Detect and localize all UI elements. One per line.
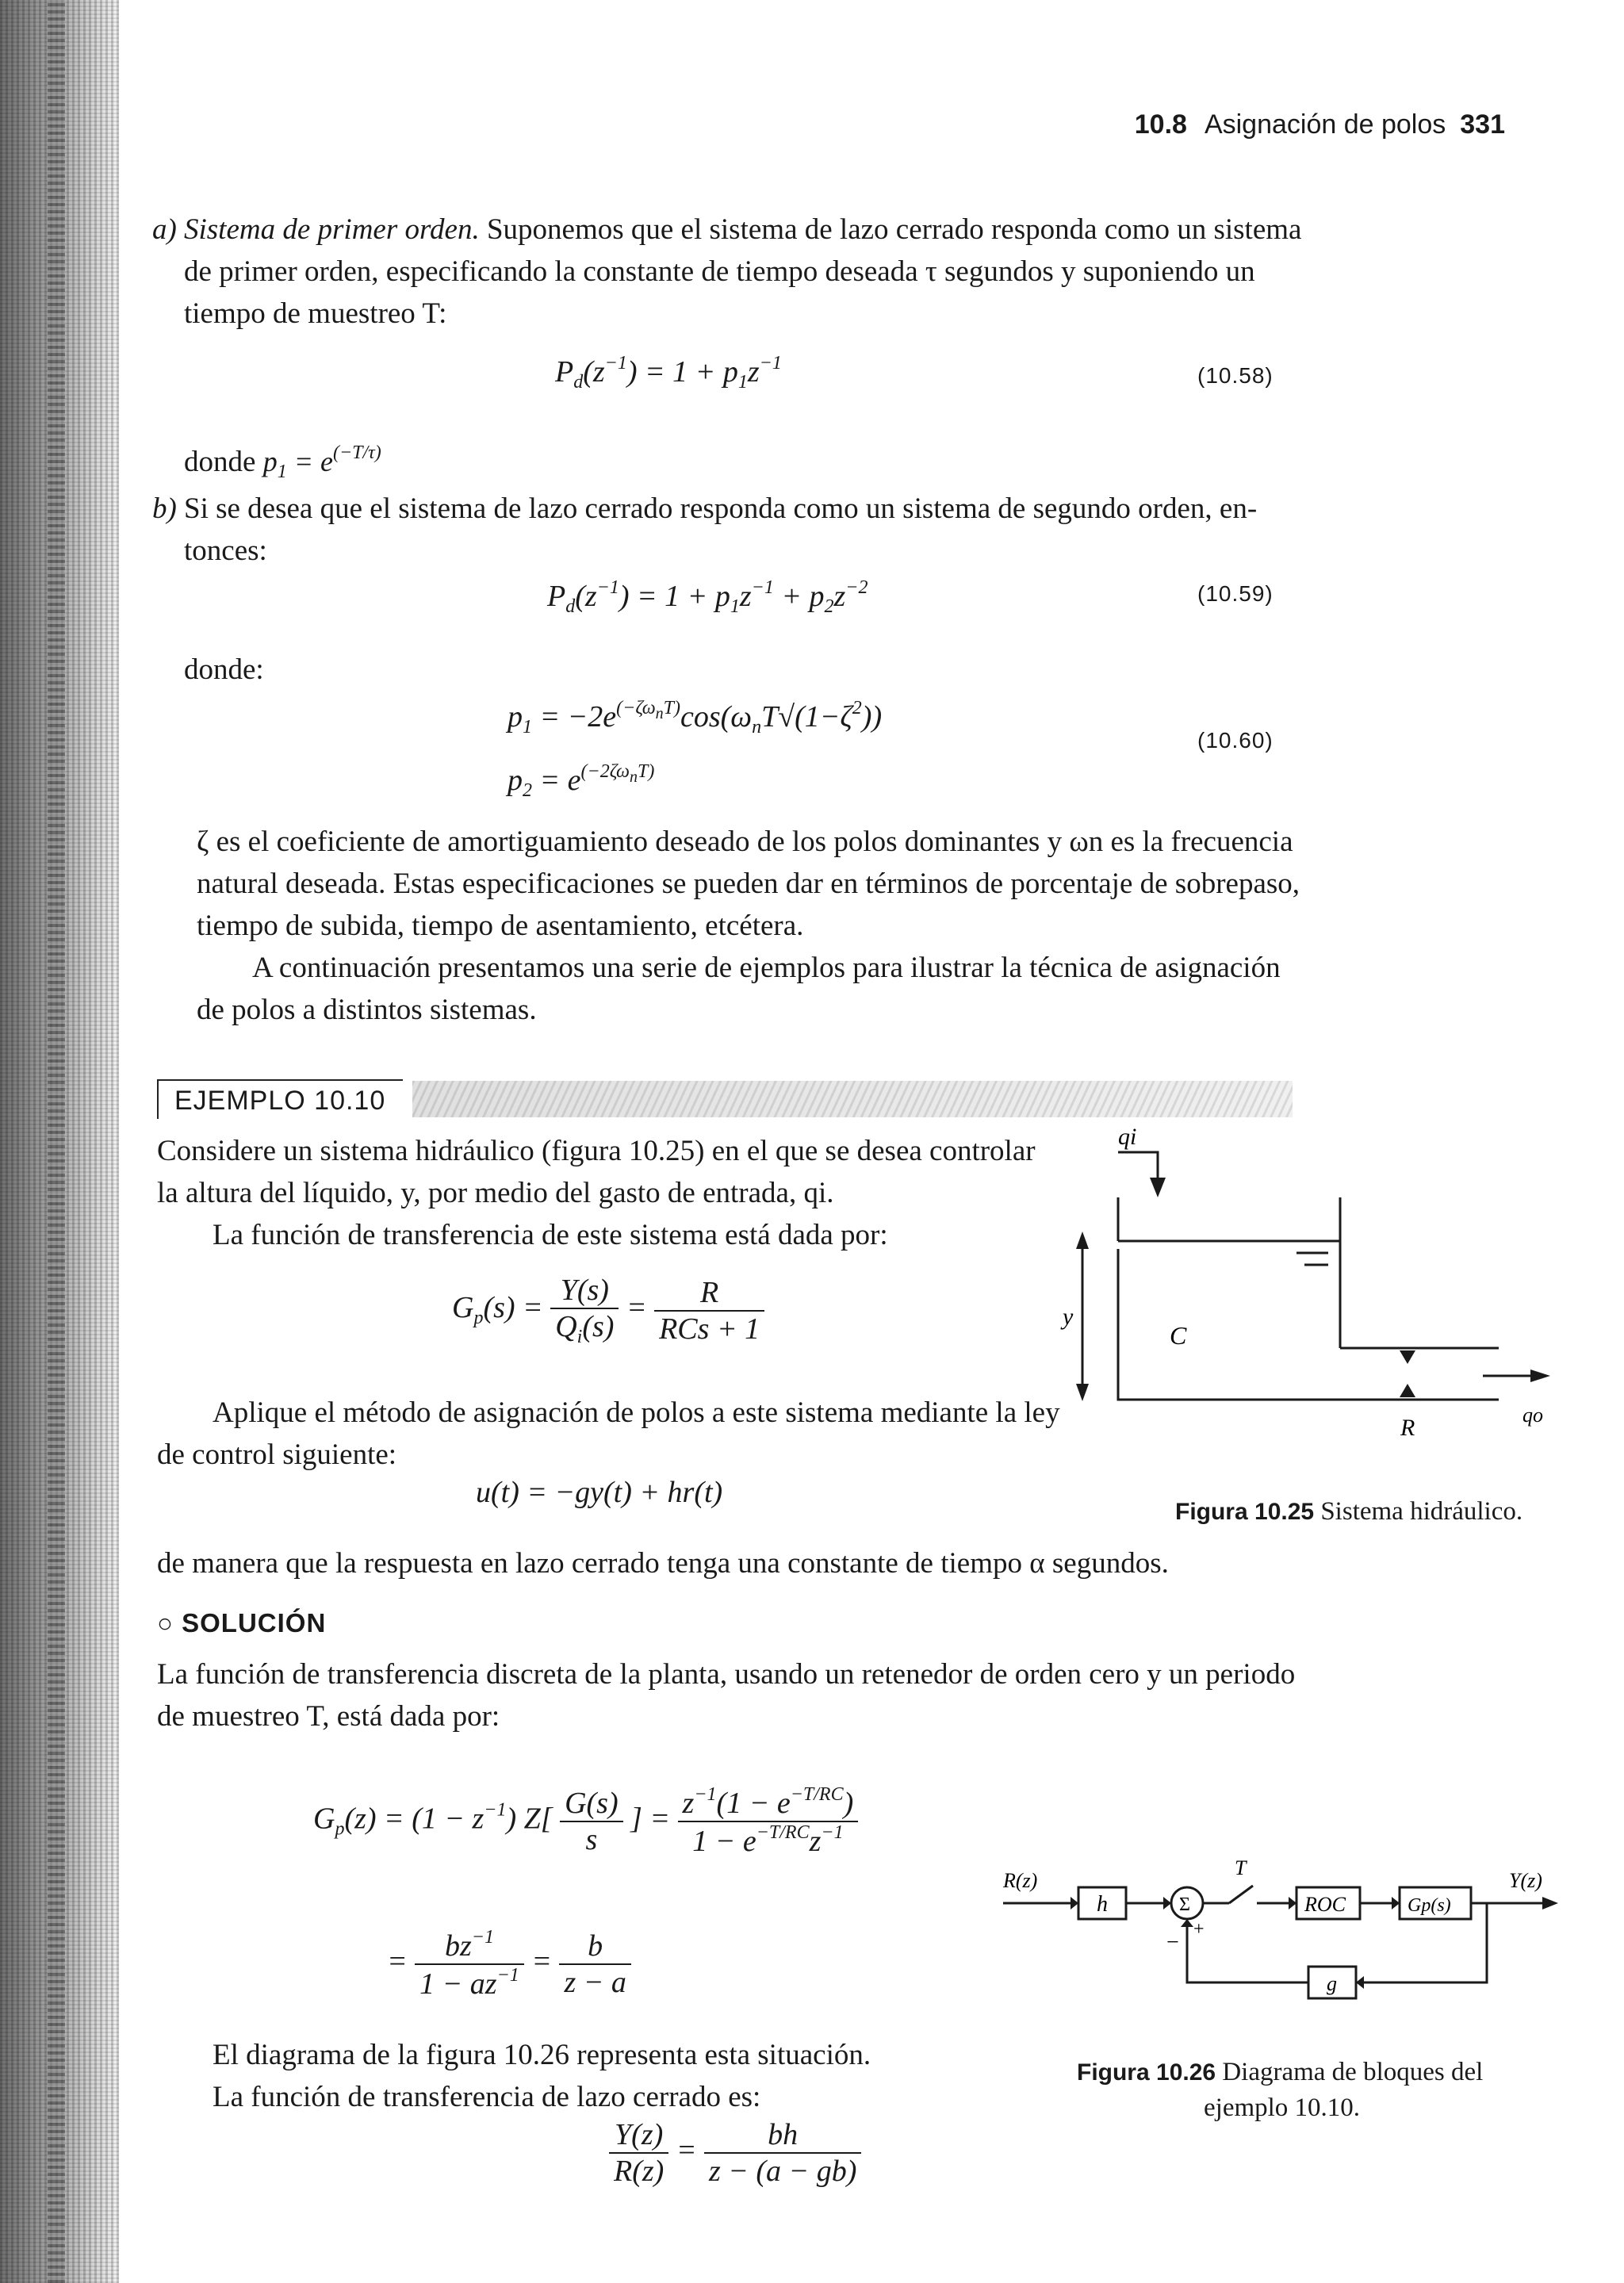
label-sigma: Σ	[1179, 1894, 1190, 1915]
example-line4: Aplique el método de asignación de polos a este sistema mediante la ley	[213, 1396, 1060, 1429]
item-a-where: donde $p_1 = e^{(-T/\tau)}$	[184, 442, 381, 482]
page-number: 331	[1460, 109, 1505, 140]
equation-gp-z: $G_p(z) = (1 - z^{-1})$ Z[ $\frac{G(s)}{s}$ ] = $\frac{z^{-1}(1 - e^{-T/RC})}{1 - e^{-T/RC}z^{-1}}$	[313, 1784, 858, 1859]
arrow-out-y	[1542, 1897, 1558, 1910]
frac-zoh-result: $\frac{z^{-1}(1 - e^{-T/RC})}{1 - e^{-T/RC}z^{-1}}$	[678, 1784, 859, 1859]
figure-10-25-label: Figura 10.25	[1175, 1499, 1315, 1525]
y-arrow-up	[1076, 1232, 1089, 1249]
frac-b-over-z-a: $\frac{b}{z - a}$	[559, 1929, 630, 2000]
equation-10-60-p1: $p_1 = -2e^{(-\zeta\omega_nT)}\cos(\omega_nT√(1-\zeta^2))$	[508, 698, 883, 737]
example-label-bar	[157, 1079, 159, 1119]
item-a-marker: a)	[152, 213, 177, 246]
y-arrow-down	[1076, 1384, 1089, 1401]
label-minus: −	[1166, 1930, 1179, 1955]
equation-gp-s: $G_p(s)$ = $\frac{Y(s)}{Q_i(s)}$ = $\frac{R}{\text{RCs + 1}}$	[452, 1273, 764, 1348]
solution-heading: ○ SOLUCIÓN	[157, 1608, 327, 1638]
solution-line3: El diagrama de la figura 10.26 representa esta situación.	[213, 2039, 871, 2071]
frac-r-over-rcs: $\frac{R}{\text{RCs + 1}}$	[654, 1275, 764, 1346]
example-texture-band	[412, 1081, 1293, 1117]
item-a-line2: de primer orden, especificando la constante de tiempo deseada τ segundos y suponiendo un	[184, 255, 1255, 288]
eq-number-10-60: (10.60)	[1197, 728, 1274, 753]
label-plus: +	[1193, 1919, 1205, 1940]
equation-closed-loop: $\frac{Y(z)}{R(z)}$ = $\frac{bh}{z - (a - gb)}$	[609, 2117, 861, 2189]
equation-10-60-p2: $p_2 = e^{(-2\zeta\omega_nT)}$	[508, 761, 655, 801]
item-b-line2: tonces:	[184, 534, 267, 567]
label-R: R	[1400, 1415, 1415, 1441]
example-label: EJEMPLO 10.10	[174, 1086, 386, 1116]
figure-10-25-hydraulic-diagram	[1055, 1122, 1562, 1471]
zeta-line5: de polos a distintos sistemas.	[197, 994, 537, 1026]
example-line1: Considere un sistema hidráulico (figura 10.25) en el que se desea controlar	[157, 1135, 1036, 1167]
section-number: 10.8	[1134, 109, 1187, 140]
label-y: y	[1063, 1304, 1074, 1330]
example-line2: la altura del líquido, y, por medio del gasto de entrada, qi.	[157, 1177, 834, 1209]
example-label-rule	[157, 1079, 403, 1081]
figure-10-26-caption-line1: Figura 10.26 Diagrama de bloques del	[1077, 2058, 1484, 2086]
scan-edge	[0, 0, 119, 2283]
item-a-line1: Sistema de primer orden. Suponemos que el sistema de lazo cerrado responda como un sistema	[184, 213, 1302, 246]
label-Yz: Y(z)	[1509, 1869, 1542, 1892]
tank-left-bottom	[1118, 1249, 1396, 1400]
example-line6: de manera que la respuesta en lazo cerrado tenga una constante de tiempo α segundos.	[157, 1547, 1169, 1580]
example-line3: La función de transferencia de este sistema está dada por:	[213, 1219, 888, 1251]
section-title: Asignación de polos	[1204, 109, 1446, 140]
frac-bh-over-den: $\frac{bh}{z - (a - gb)}$	[704, 2117, 861, 2189]
arrow-feedback-up	[1181, 1919, 1193, 1927]
restriction-top	[1400, 1350, 1415, 1364]
equation-gp-z-simplified: = $\frac{bz^{-1}}{1 - az^{-1}}$ = $\frac{b}{z - a}$	[387, 1927, 631, 2001]
solution-line1: La función de transferencia discreta de la planta, usando un retenedor de orden cero y un periodo	[157, 1658, 1296, 1691]
label-Gp: Gp(s)	[1408, 1895, 1451, 1916]
outflow-arrow-head	[1530, 1369, 1550, 1382]
frac-g-over-s: $\frac{G(s)}{s}$	[560, 1786, 623, 1857]
item-a-line3: tiempo de muestreo T:	[184, 297, 447, 330]
item-b-line1: Si se desea que el sistema de lazo cerrado responda como un sistema de segundo orden, en-	[184, 492, 1258, 525]
frac-y-over-q: $\frac{Y(s)}{Q_i(s)}$	[550, 1273, 619, 1348]
frac-y-over-r: $\frac{Y(z)}{R(z)}$	[609, 2117, 668, 2189]
wire-g-to-sum	[1187, 1927, 1308, 1982]
example-line5: de control siguiente:	[157, 1438, 397, 1471]
label-C: C	[1170, 1321, 1187, 1350]
figure-10-26-caption-line2: ejemplo 10.10.	[1204, 2093, 1361, 2122]
inflow-pipe	[1118, 1152, 1158, 1170]
figure-10-26-label: Figura 10.26	[1077, 2059, 1216, 2086]
item-a-title: Sistema de primer orden.	[184, 213, 480, 246]
zeta-line3: tiempo de subida, tiempo de asentamiento, etcétera.	[197, 910, 804, 942]
label-qi: qi	[1118, 1124, 1137, 1150]
figure-10-25-caption: Figura 10.25 Sistema hidráulico.	[1175, 1497, 1523, 1526]
zeta-line4: A continuación presentamos una serie de ejemplos para ilustrar la técnica de asignación	[252, 952, 1281, 984]
sampler-switch	[1229, 1886, 1253, 1903]
example-label-box	[157, 1079, 411, 1119]
equation-10-59: $P_d(z^{-1}) = 1 + p_1z^{-1} + p_2z^{-2}$	[547, 577, 868, 617]
label-Rz: R(z)	[1003, 1869, 1038, 1892]
label-h: h	[1097, 1892, 1108, 1917]
equation-control-law: u(t) = −gy(t) + hr(t)	[476, 1476, 723, 1509]
scan-edge-dark	[48, 0, 65, 2283]
figure-10-26-block-diagram	[995, 1856, 1566, 2038]
label-qo: qo	[1522, 1404, 1543, 1427]
arrow-into-sum	[1163, 1897, 1171, 1910]
item-b-where: donde:	[184, 653, 264, 686]
label-ROC: ROC	[1304, 1893, 1346, 1916]
equation-10-58: $P_d(z^{-1}) = 1 + p_1z^{-1}$	[555, 353, 782, 393]
zeta-line2: natural deseada. Estas especificaciones se pueden dar en términos de porcentaje de sobrepaso,	[197, 868, 1300, 900]
eq-number-10-59: (10.59)	[1197, 581, 1274, 606]
frac-bz-over-1-az: $\frac{bz^{-1}}{1 - az^{-1}}$	[415, 1927, 524, 2001]
zeta-line1: ζ es el coeficiente de amortiguamiento deseado de los polos dominantes y ωn es la frecuencia	[197, 825, 1293, 858]
inflow-arrow-head	[1150, 1178, 1166, 1197]
label-g: g	[1327, 1972, 1337, 1995]
restriction-bottom	[1400, 1384, 1415, 1397]
running-header	[1135, 109, 1505, 140]
eq-number-10-58: (10.58)	[1197, 363, 1274, 388]
solution-line2: de muestreo T, está dada por:	[157, 1700, 500, 1733]
solution-line4: La función de transferencia de lazo cerrado es:	[213, 2081, 761, 2113]
label-T: T	[1235, 1856, 1247, 1879]
item-b-marker: b)	[152, 492, 177, 525]
